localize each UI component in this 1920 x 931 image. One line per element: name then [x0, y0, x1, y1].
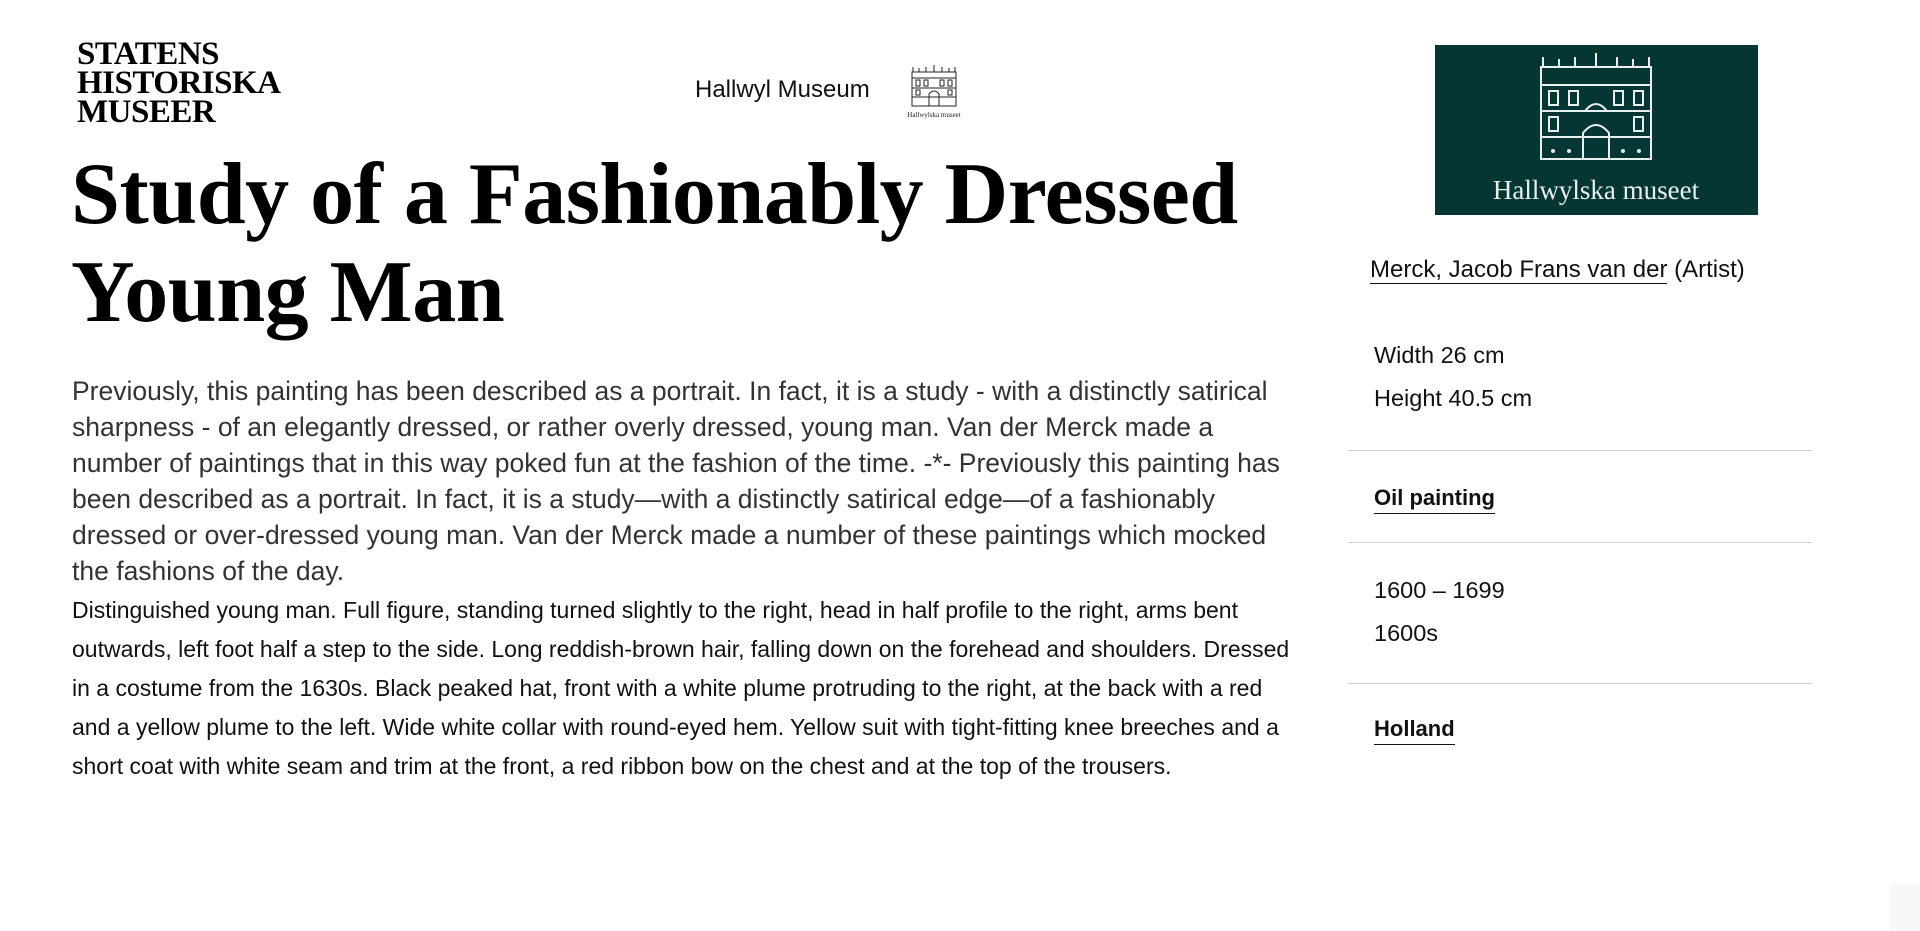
artist-role: (Artist) — [1674, 256, 1745, 283]
logo-caption: Hallwylska museet — [1492, 175, 1700, 205]
artist-link[interactable]: Merck, Jacob Frans van der — [1370, 256, 1668, 283]
place-section — [1348, 684, 1812, 745]
museum-link[interactable]: Hallwyl Museum — [695, 76, 870, 103]
century: 1600s — [1374, 620, 1439, 646]
brand-line-1: STATENS — [77, 36, 220, 72]
width-value: Width 26 cm — [1374, 342, 1505, 368]
hallwylska-museet-logo — [1435, 45, 1758, 215]
page-title: Study of a Fashionably Dressed Young Man — [71, 146, 1238, 341]
dating-section — [1348, 543, 1812, 684]
site-logo[interactable] — [77, 36, 281, 130]
technique-section — [1348, 451, 1812, 543]
height-value: Height 40.5 cm — [1374, 385, 1533, 411]
artist-row — [1348, 250, 1812, 290]
mini-logo-caption: Hallwylska museet — [907, 111, 961, 119]
brand-line-3: MUSEER — [77, 94, 216, 130]
scroll-corner — [1890, 884, 1920, 931]
object-long-description: Distinguished young man. Full figure, standing turned slightly to the right, head in half profile to the right, arms bent outwards, left foot half a step to the side. Long reddish-brown hair, falling down on the forehead and shoulders. Dressed in a costume from the 1630s. Black peaked hat, front with a white plume protruding to the right, at the back with a red and a yellow plume to the left. Wide white collar with round-eyed hem. Yellow suit with tight-fitting knee breeches and a short coat with white seam and trim at the front, a red ribbon bow on the chest and at the top of the trousers. — [72, 597, 1290, 779]
place-link[interactable]: Holland — [1374, 714, 1455, 745]
object-description: Previously, this painting has been described as a portrait. In fact, it is a study - with a distinctly satirical sharpness - of an elegantly dressed, or rather overly dressed, young man. Van der Merck made a number of paintings that in this way poked fun at the fashion of the time. -*- Previously this painting has been described as a portrait. In fact, it is a study—with a distinctly satirical edge—of a fashionably dressed or over-dressed young man. Van der Merck made a number of these paintings which mocked the fashions of the day. — [72, 376, 1280, 586]
date-range: 1600 – 1699 — [1374, 577, 1505, 603]
object-metadata — [1348, 250, 1812, 745]
technique-link[interactable]: Oil painting — [1374, 483, 1495, 514]
hallwyl-mini-logo[interactable] — [899, 64, 969, 120]
brand-line-2: HISTORISKA — [77, 65, 281, 101]
